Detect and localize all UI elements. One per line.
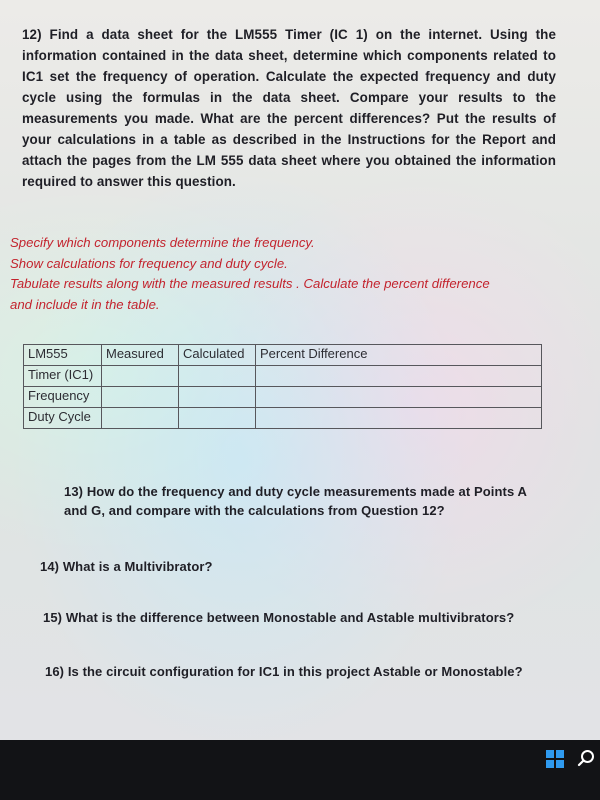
note-line-4: and include it in the table. (10, 296, 160, 312)
table-header-measured: Measured (102, 345, 179, 366)
table-header-percent-difference: Percent Difference (256, 345, 542, 366)
table-cell (102, 366, 179, 387)
question-14 (40, 556, 213, 577)
table-cell (256, 387, 542, 408)
table-cell (179, 366, 256, 387)
search-icon[interactable] (576, 748, 596, 768)
note-line-3: Tabulate results along with the measured results . Calculate the percent difference (10, 276, 490, 291)
question-12-number: 12) (22, 27, 42, 42)
question-15-text: What is the difference between Monostable and Astable multivibrators? (65, 610, 515, 625)
table-cell-label: Timer (IC1) (24, 366, 102, 387)
table-header-lm555: LM555 (24, 345, 102, 366)
note-line-1: Specify which components determine the frequency. (10, 235, 315, 250)
table-cell (179, 387, 256, 408)
table-cell-label: Duty Cycle (24, 408, 102, 429)
table-cell (102, 408, 179, 429)
question-14-text: What is a Multivibrator? (62, 559, 213, 574)
table-cell (179, 408, 256, 429)
table-row (24, 387, 542, 408)
taskbar (0, 740, 600, 800)
question-13 (64, 482, 544, 520)
table-row (24, 408, 542, 429)
instructor-note (10, 233, 570, 315)
question-16-number: 16) (45, 664, 65, 679)
table-cell (256, 408, 542, 429)
question-12 (22, 24, 556, 192)
table-cell (256, 366, 542, 387)
question-15 (43, 607, 514, 628)
question-15-number: 15) (43, 610, 63, 625)
question-14-number: 14) (40, 559, 60, 574)
table-cell (102, 387, 179, 408)
results-table (23, 344, 542, 429)
table-header-calculated: Calculated (179, 345, 256, 366)
question-12-text: Find a data sheet for the LM555 Timer (IC 1) on the internet. Using the information contained in the data sheet, determine which components related to IC1 set the frequency of operation. Calculate the expected frequency and duty cycle using the formulas in the data sheet. Compare your results to the measurements you made. What are the percent differences? Put the results of your calculations in a table as described in the Instructions for the Report and attach the pages from the LM 555 data sheet where you obtained the information required to answer this question. (22, 27, 556, 189)
note-line-2: Show calculations for frequency and duty cycle. (10, 255, 288, 271)
table-header-row (24, 345, 542, 366)
question-13-number: 13) (64, 484, 84, 499)
question-16 (45, 661, 523, 682)
table-cell-label: Frequency (24, 387, 102, 408)
windows-start-icon[interactable] (546, 750, 564, 768)
table-row (24, 366, 542, 387)
question-16-text: Is the circuit configuration for IC1 in this project Astable or Monostable? (67, 664, 523, 679)
question-13-text: How do the frequency and duty cycle measurements made at Points A and G, and compare with the calculations from Question 12? (64, 484, 527, 518)
